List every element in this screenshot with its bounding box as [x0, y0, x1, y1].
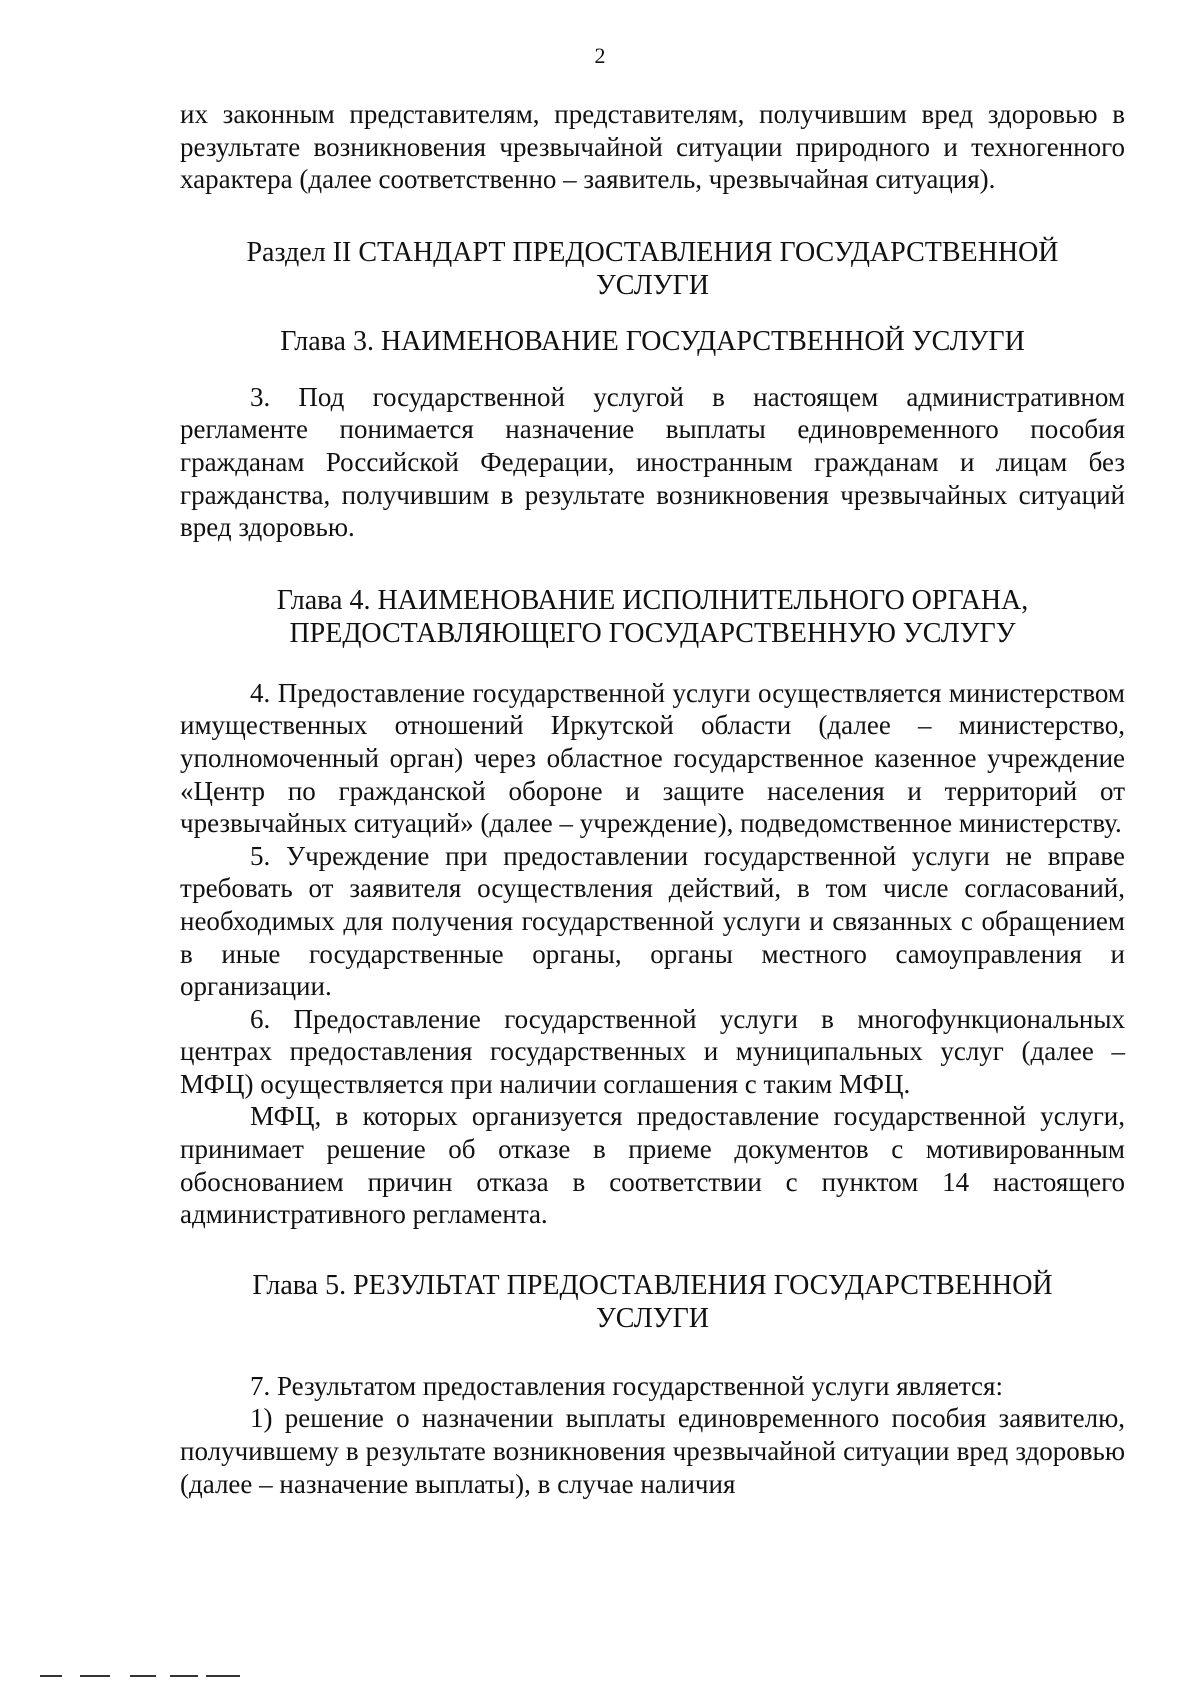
- chapter-5-heading-line-1: Глава 5. РЕЗУЛЬТАТ ПРЕДОСТАВЛЕНИЯ ГОСУДАРСТВЕННОЙ: [252, 1269, 1053, 1301]
- paragraph-3: 3. Под государственной услугой в настоящем административном регламенте понимается назначение выплаты единовременного пособия гражданам Российской Федерации, иностранным гражданам и лицам без гражданства, получившим в результате возникновения чрезвычайных ситуаций вред здоровью.: [180, 381, 1125, 543]
- chapter-5-heading-line-2: УСЛУГИ: [595, 1302, 710, 1334]
- paragraph-6: 6. Предоставление государственной услуги в многофункциональных центрах предоставления государственных и муниципальных услуг (далее – МФЦ) осуществляется при наличии соглашения с таким МФЦ.: [180, 1003, 1125, 1099]
- paragraph-7: 7. Результатом предоставления государственной услуги является:: [250, 1370, 1003, 1401]
- paragraph-7-item-1: 1) решение о назначении выплаты единовременного пособия заявителю, получившему в результате возникновения чрезвычайной ситуации вред здоровью (далее – назначение выплаты), в случае наличия: [180, 1403, 1125, 1499]
- intro-paragraph: их законным представителям, представителям, получившим вред здоровью в результате возникновения чрезвычайной ситуации природного и техногенного характера (далее соответственно – заявитель, чрезвычайная ситуация).: [180, 99, 1125, 195]
- section-heading-line-2: УСЛУГИ: [595, 269, 710, 301]
- scan-artifact-lines: [40, 1675, 240, 1679]
- page-number: 2: [594, 43, 606, 68]
- chapter-4-heading-line-1: Глава 4. НАИМЕНОВАНИЕ ИСПОЛНИТЕЛЬНОГО ОРГАНА,: [276, 584, 1029, 616]
- chapter-4-heading-line-2: ПРЕДОСТАВЛЯЮЩЕГО ГОСУДАРСТВЕННУЮ УСЛУГУ: [289, 617, 1016, 649]
- section-heading: [180, 236, 1125, 302]
- chapter-5-heading: [180, 1269, 1125, 1335]
- chapter-4-heading: [180, 584, 1125, 650]
- document-body: [180, 98, 1125, 1500]
- chapter-3-heading: Глава 3. НАИМЕНОВАНИЕ ГОСУДАРСТВЕННОЙ УСЛУГИ: [280, 325, 1025, 357]
- section-heading-line-1: Раздел II СТАНДАРТ ПРЕДОСТАВЛЕНИЯ ГОСУДАРСТВЕННОЙ: [246, 236, 1059, 268]
- paragraph-4: 4. Предоставление государственной услуги осуществляется министерством имущественных отношений Иркутской области (далее – министерство, уполномоченный орган) через областное государственное казенное учреждение «Центр по гражданской обороне и защите населения и территорий от чрезвычайных ситуаций» (далее – учреждение), подведомственное министерству.: [180, 677, 1125, 839]
- paragraph-6-mfc: МФЦ, в которых организуется предоставление государственной услуги, принимает решение об отказе в приеме документов с мотивированным обоснованием причин отказа в соответствии с пунктом 14 настоящего административного регламента.: [180, 1101, 1125, 1230]
- paragraph-5: 5. Учреждение при предоставлении государственной услуги не вправе требовать от заявителя осуществления действий, в том числе согласований, необходимых для получения государственной услуги и связанных с обращением в иные государственные органы, органы местного самоуправления и организации.: [180, 840, 1125, 1002]
